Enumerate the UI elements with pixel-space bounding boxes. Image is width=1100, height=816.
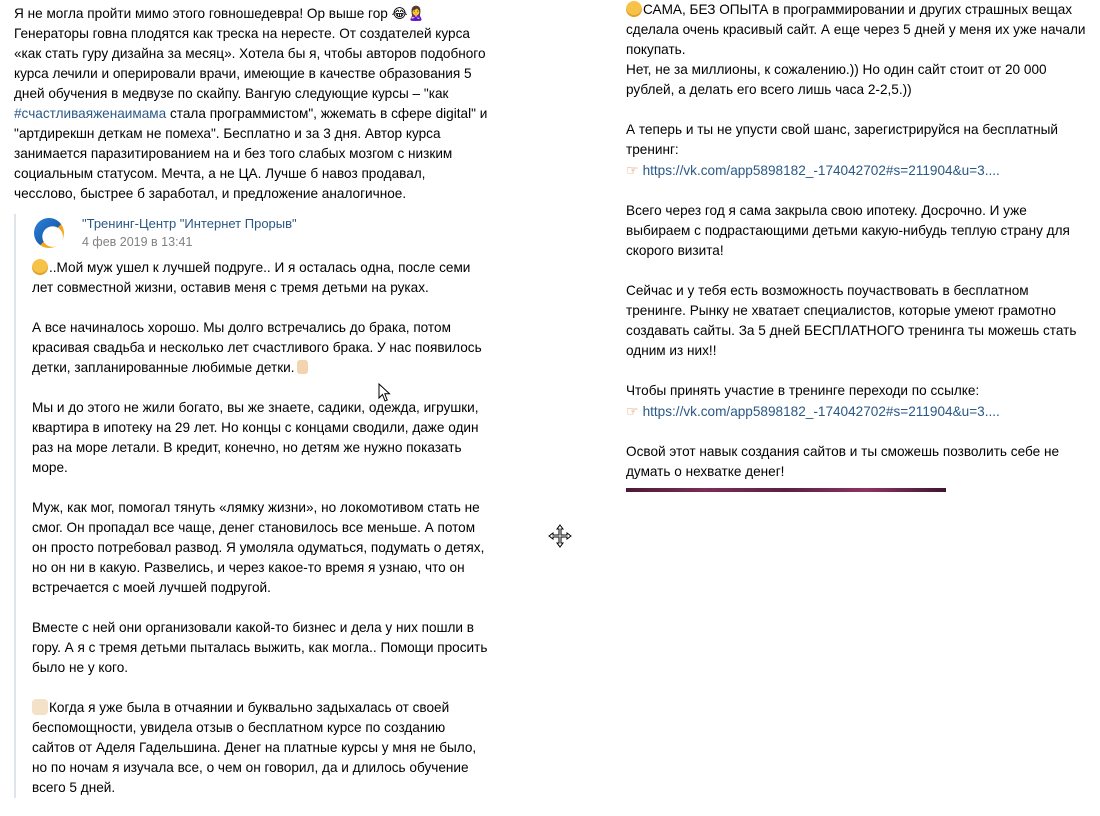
training-link[interactable]: https://vk.com/app5898182_-174042702#s=211904&u=3.... [642, 404, 1000, 419]
post-paragraph: САМА, БЕЗ ОПЫТА в программировании и других страшных вещах сделала очень красивый сайт. А еще через 5 дней у меня их уже начали покупать. Нет, не за миллионы, к сожалению.)) Но один сайт стоит от 20 000 рублей, а делать его всего лишь часа 2-2,5.)) [626, 2, 1086, 97]
right-column [626, 0, 1086, 502]
repost-paragraph: Муж, как мог, помогал тянуть «лямку жизни», но локомотивом стать не смог. Он пропадал все чаще, денег становилось все меньше. А потом он просто потребовал развод. Я умоляла одуматься, подумать о детях, но он ни в какую. Развелись, и через какое-то время я узнаю, что он встречается с моей лучшей подругой. [32, 500, 485, 595]
hand-emoji-icon [297, 360, 308, 374]
repost-paragraph: Когда я уже была в отчаянии и буквально задыхалась от своей беспомощности, увидела отзыв о бесплатном курсе по созданию сайтов от Аделя Гадельшина. Денег на платные курсы у мня не было, но по ночам я изучала все, о чем он говорил, да и длилось обучение всего 5 дней. [32, 700, 477, 795]
hashtag-link[interactable]: #счастливаяженаимама [14, 106, 167, 121]
left-column [14, 4, 489, 798]
repost-header [32, 214, 489, 258]
post-intro-text [14, 4, 489, 204]
group-avatar[interactable] [34, 218, 64, 248]
relieved-face-icon [32, 259, 48, 275]
post-continuation [626, 0, 1086, 482]
post-paragraph: Всего через год я сама закрыла свою ипотеку. Досрочно. И уже выбираем с подрастающими детьми какую-нибудь теплую страну для скорого визита! [626, 203, 1070, 258]
repost-paragraph: А все начиналось хорошо. Мы долго встречались до брака, потом красивая свадьба и несколько лет счастливого брака. У нас появилось детки, запланированные любимые детки. [32, 320, 482, 375]
repost-body [32, 258, 489, 798]
post-intro-part2: стала программистом", жжемать в сфере digital" и "артдирекшн деткам не помеха". Бесплатно и за 3 дня. Автор курса занимается паразитированием на и без того слабых мозгом с низким социальным статусом. Мечта, а не ЦА. Лучше б навоз продавал, чесслово, быстрее б заработал, и предложение аналогичное. [14, 106, 488, 201]
repost-date[interactable]: 4 фев 2019 в 13:41 [82, 235, 193, 249]
repost-paragraph: Вместе с ней они организовали какой-то бизнес и дела у них пошли в гору. А я с тремя детьми пыталась выжить, как могла.. Помощи просить было не у кого. [32, 620, 488, 675]
pointing-hand-icon: ☞ [626, 403, 639, 419]
post-paragraph: Освой этот навык создания сайтов и ты сможешь позволить себе не думать о нехватке денег! [626, 444, 1060, 479]
repost-block [14, 214, 489, 798]
relieved-face-icon [626, 1, 642, 17]
post-paragraph: Чтобы принять участие в тренинге переходи по ссылке: ☞ https://vk.com/app5898182_-174042702#s=211904&u=3.... [626, 383, 1000, 419]
move-cursor-icon [548, 524, 572, 548]
repost-paragraph: Мы и до этого не жили богато, вы же знаете, садики, одежда, игрушки, квартира в ипотеку на 29 лет. Но концы с концами сводили, даже один раз на море летали. В кредит, конечно, но детям же нужно показать море. [32, 400, 479, 475]
mouse-pointer-icon [378, 383, 392, 403]
raised-hands-icon [32, 699, 48, 715]
repost-author-link[interactable]: "Тренинг-Центр "Интернет Прорыв" [82, 216, 297, 231]
post-paragraph: А теперь и ты не упусти свой шанс, зарегистрируйся на бесплатный тренинг: ☞ https://vk.com/app5898182_-174042702#s=211904&u=3.... [626, 122, 1058, 178]
post-intro-part1: Я не могла пройти мимо этого говношедевра! Ор выше гор 😂🙎‍♀️ Генераторы говна плодятся как треска на нересте. От создателей курса «как стать гуру дизайна за месяц». Хотела бы я, чтобы авторов подобного курса лечили и оперировали врачи, имеющие в качестве образования 5 дней обучения в медвузе по скайпу. Вангую следующие курсы – "как [14, 6, 486, 101]
post-image-edge[interactable] [626, 488, 946, 492]
repost-paragraph: ..Мой муж ушел к лучшей подруге.. И я осталась одна, после семи лет совместной жизни, оставив меня с тремя детьми на руках. [32, 260, 471, 295]
registration-link[interactable]: https://vk.com/app5898182_-174042702#s=211904&u=3.... [642, 163, 1000, 178]
post-paragraph: Сейчас и у тебя есть возможность поучаствовать в бесплатном тренинге. Рынку не хватает специалистов, которые умеют грамотно создавать сайты. За 5 дней БЕСПЛАТНОГО тренинга ты можешь стать одним из них!! [626, 283, 1077, 358]
pointing-hand-icon: ☞ [626, 162, 639, 178]
